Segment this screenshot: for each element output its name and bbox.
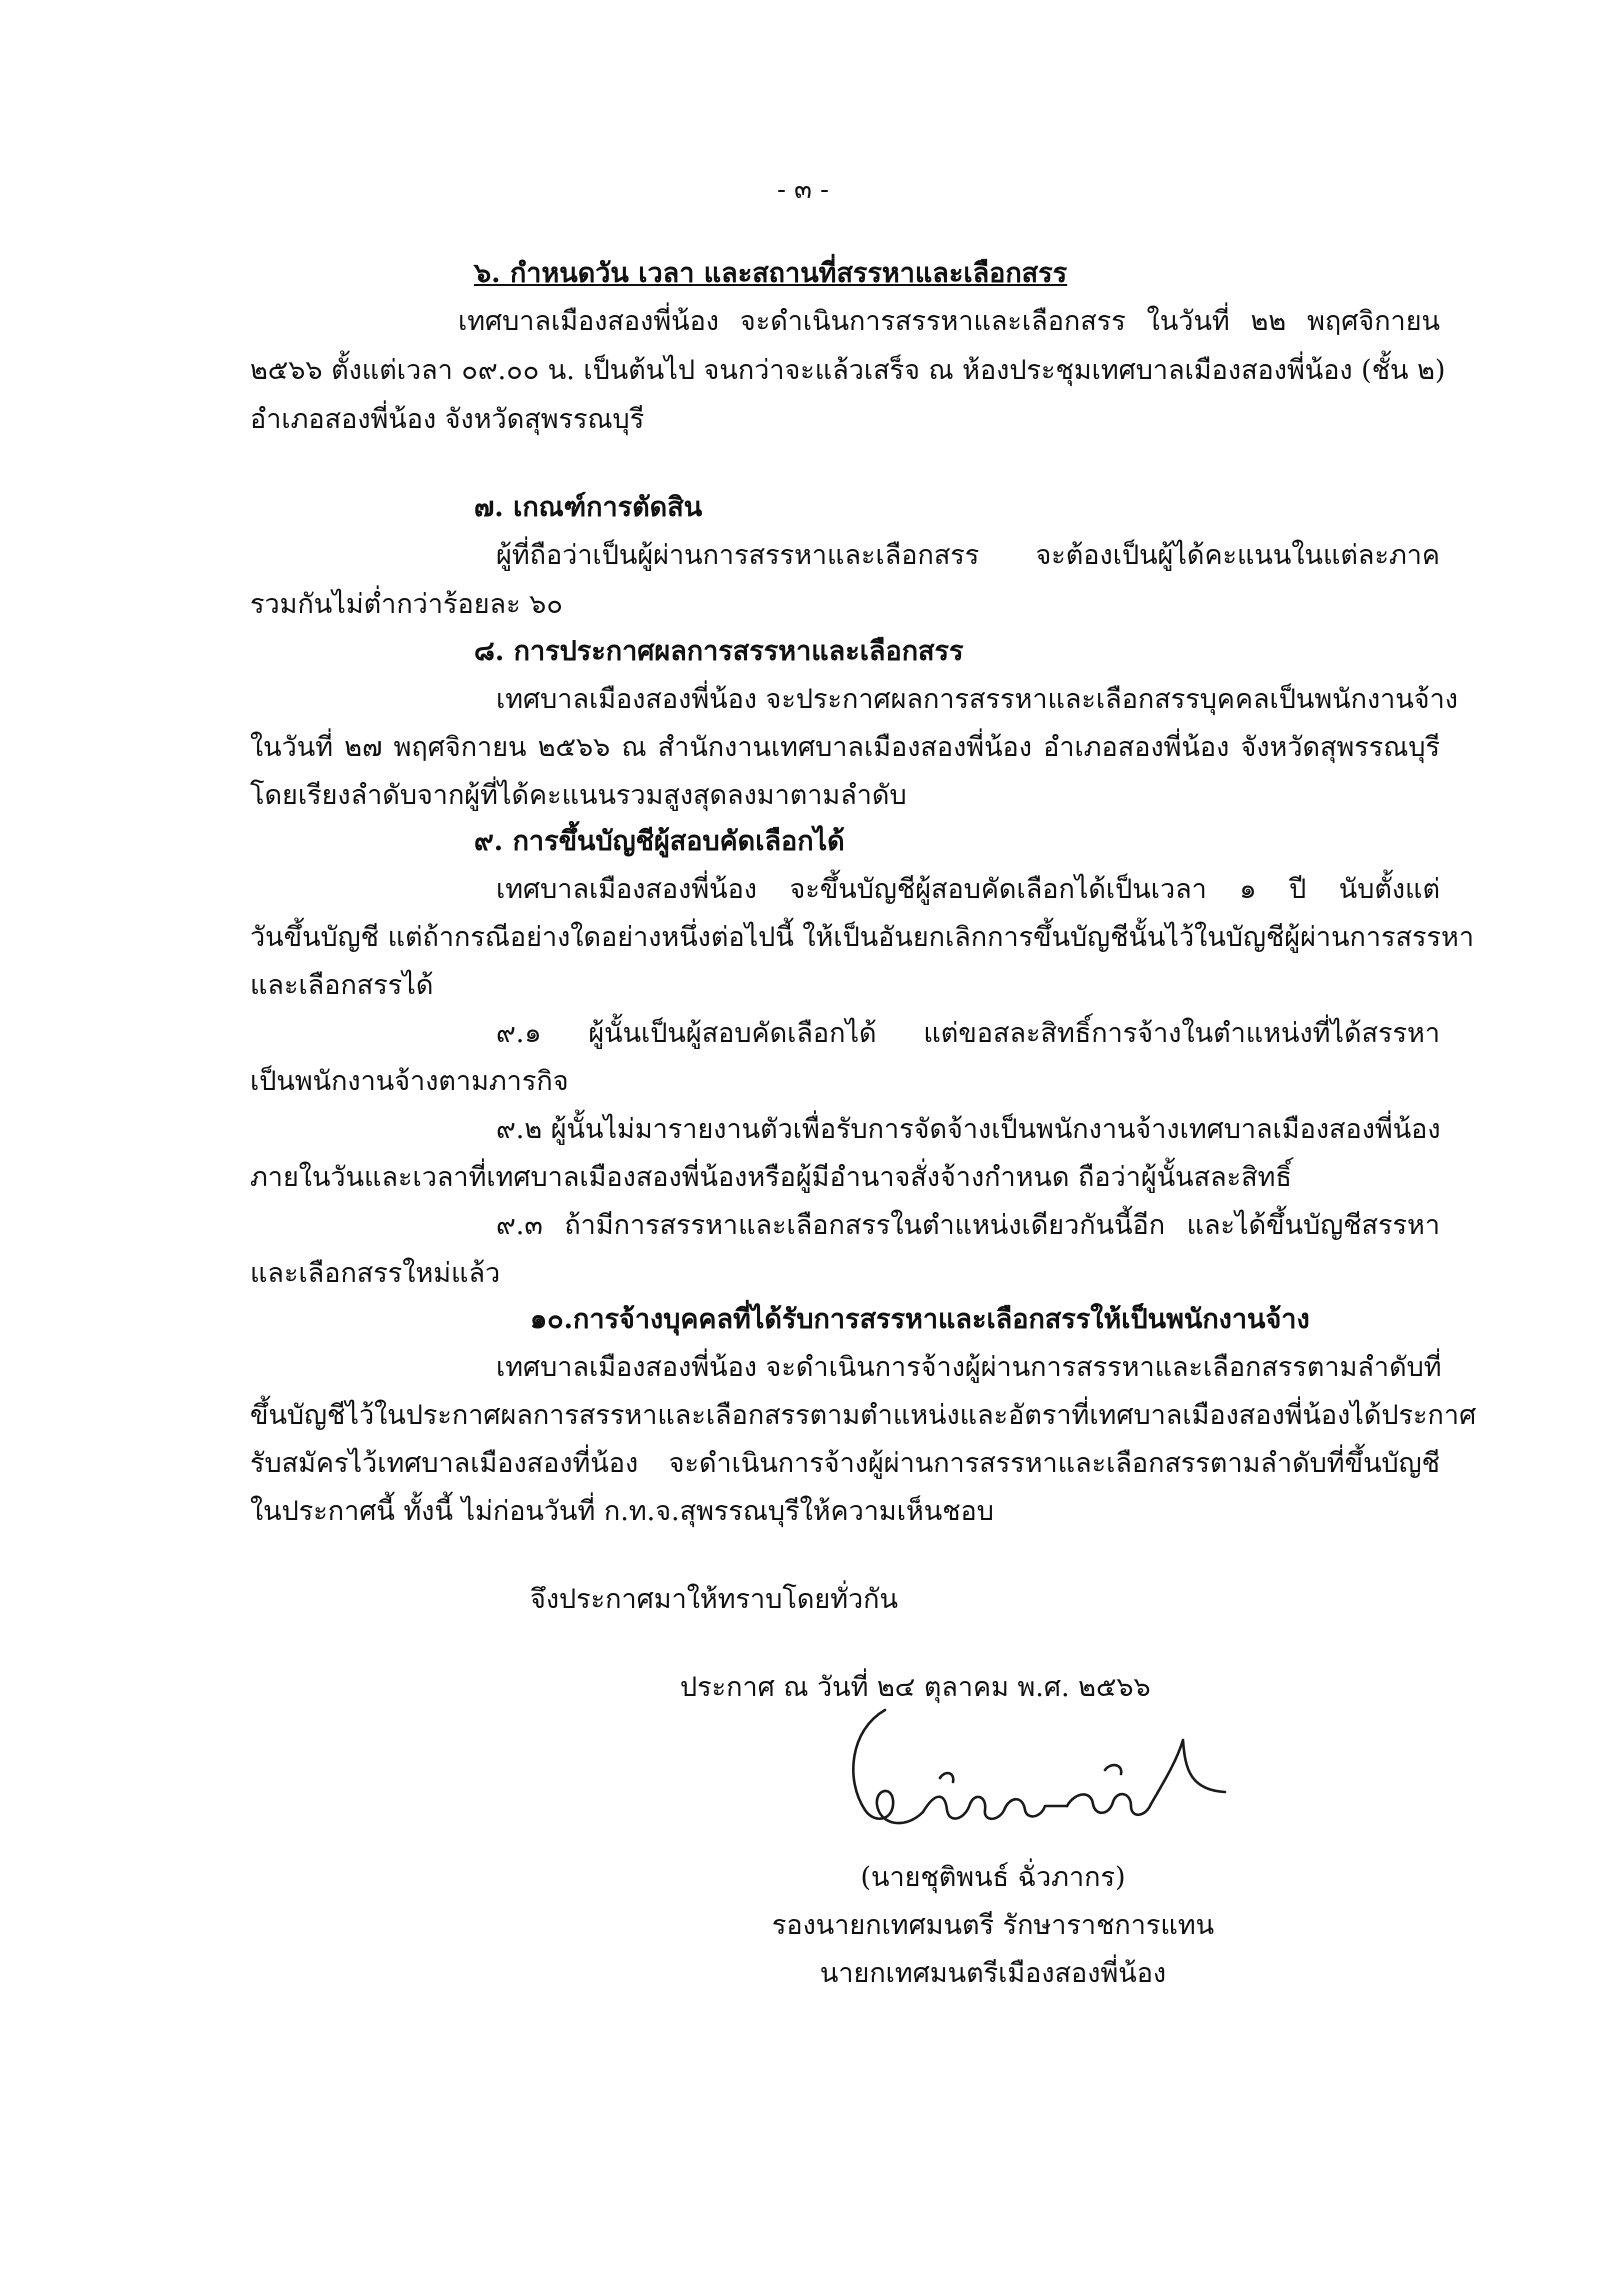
signer-title-2: นายกเทศมนตรีเมืองสองพี่น้อง xyxy=(819,1958,1167,1989)
section-9-line-2: วันขึ้นบัญชี แต่ถ้ากรณีอย่างใดอย่างหนึ่งต่อไปนี้ ให้เป็นอันยกเลิกการขึ้นบัญชีนั้นไว้ในบัญชีผู้ผ่านการสรรหา xyxy=(250,922,1474,953)
section-9-heading: ๙. การขึ้นบัญชีผู้สอบคัดเลือกได้ xyxy=(474,826,845,857)
section-7-line-2: รวมกันไม่ต่ำกว่าร้อยละ ๖๐ xyxy=(250,589,563,620)
section-7-heading: ๗. เกณฑ์การตัดสิน xyxy=(474,492,703,523)
section-6-heading-text: ๖. กำหนดวัน เวลา และสถานที่สรรหาและเลือกสรร xyxy=(474,258,1068,289)
section-10-line-4: ในประกาศนี้ ทั้งนี้ ไม่ก่อนวันที่ ก.ท.จ.สุพรรณบุรีให้ความเห็นชอบ xyxy=(250,1496,994,1527)
closing-statement: จึงประกาศมาให้ทราบโดยทั่วกัน xyxy=(530,1584,898,1615)
section-10-line-3: รับสมัครไว้เทศบาลเมืองสองที่น้อง จะดำเนินการจ้างผู้ผ่านการสรรหาและเลือกสรรตามลำดับที่ขึ้นบัญชี xyxy=(250,1448,1440,1479)
handwritten-signature xyxy=(805,1700,1235,1850)
section-9-line-3: และเลือกสรรได้ xyxy=(250,970,434,1001)
section-6-line-2: ๒๕๖๖ ตั้งแต่เวลา ๐๙.๐๐ น. เป็นต้นไป จนกว่าจะแล้วเสร็จ ณ ห้องประชุมเทศบาลเมืองสองพี่น้อง (ชั้น ๒) xyxy=(250,355,1446,386)
section-9-item-2-rest: ภายในวันและเวลาที่เทศบาลเมืองสองพี่น้องหรือผู้มีอำนาจสั่งจ้างกำหนด ถือว่าผู้นั้นสละสิทธิ์ xyxy=(250,1162,1292,1193)
announcement-date: ประกาศ ณ วันที่ ๒๔ ตุลาคม พ.ศ. ๒๕๖๖ xyxy=(680,1672,1151,1703)
section-9-line-1: เทศบาลเมืองสองพี่น้อง จะขึ้นบัญชีผู้สอบคัดเลือกได้เป็นเวลา ๑ ปี นับตั้งแต่ xyxy=(496,874,1440,905)
page-number: - ๓ - xyxy=(777,175,829,205)
section-6-heading xyxy=(474,256,1067,292)
section-6-line-3: อำเภอสองพี่น้อง จังหวัดสุพรรณบุรี xyxy=(250,404,645,435)
section-8-heading: ๘. การประกาศผลการสรรหาและเลือกสรร xyxy=(474,636,964,667)
signer-title-1: รองนายกเทศมนตรี รักษาราชการแทน xyxy=(771,1910,1215,1941)
section-9-item-2-first: ๙.๒ ผู้นั้นไม่มารายงานตัวเพื่อรับการจัดจ้างเป็นพนักงานจ้างเทศบาลเมืองสองพี่น้อง xyxy=(496,1114,1441,1145)
section-10-line-1: เทศบาลเมืองสองพี่น้อง จะดำเนินการจ้างผู้ผ่านการสรรหาและเลือกสรรตามลำดับที่ xyxy=(496,1352,1442,1383)
section-9-item-1-first: ๙.๑ ผู้นั้นเป็นผู้สอบคัดเลือกได้ แต่ขอสละสิทธิ์การจ้างในตำแหน่งที่ได้สรรหา xyxy=(496,1018,1440,1049)
section-8-line-3: โดยเรียงลำดับจากผู้ที่ได้คะแนนรวมสูงสุดลงมาตามลำดับ xyxy=(250,780,907,811)
section-9-item-3-first: ๙.๓ ถ้ามีการสรรหาและเลือกสรรในตำแหน่งเดียวกันนี้อีก และได้ขึ้นบัญชีสรรหา xyxy=(496,1210,1440,1241)
section-7-line-1: ผู้ที่ถือว่าเป็นผู้ผ่านการสรรหาและเลือกสรร จะต้องเป็นผู้ได้คะแนนในแต่ละภาค xyxy=(496,540,1440,571)
section-9-item-1-rest: เป็นพนักงานจ้างตามภารกิจ xyxy=(250,1066,569,1097)
section-8-line-1: เทศบาลเมืองสองพี่น้อง จะประกาศผลการสรรหาและเลือกสรรบุคคลเป็นพนักงานจ้าง xyxy=(496,684,1458,715)
section-10-heading: ๑๐.การจ้างบุคคลที่ได้รับการสรรหาและเลือกสรรให้เป็นพนักงานจ้าง xyxy=(530,1304,1310,1335)
section-10-line-2: ขึ้นบัญชีไว้ในประกาศผลการสรรหาและเลือกสรรตามตำแหน่งและอัตราที่เทศบาลเมืองสองพี่น้องได้ประกาศ xyxy=(250,1400,1477,1431)
signer-name: (นายชุติพนธ์ ฉั่วภากร) xyxy=(860,1862,1126,1893)
section-9-item-3-rest: และเลือกสรรใหม่แล้ว xyxy=(250,1258,501,1289)
section-6-line-1: เทศบาลเมืองสองพี่น้อง จะดำเนินการสรรหาและเลือกสรร ในวันที่ ๒๒ พฤศจิกายน xyxy=(458,306,1440,337)
section-8-line-2: ในวันที่ ๒๗ พฤศจิกายน ๒๕๖๖ ณ สำนักงานเทศบาลเมืองสองพี่น้อง อำเภอสองพี่น้อง จังหวัดสุพรรณบุรี xyxy=(250,732,1440,763)
